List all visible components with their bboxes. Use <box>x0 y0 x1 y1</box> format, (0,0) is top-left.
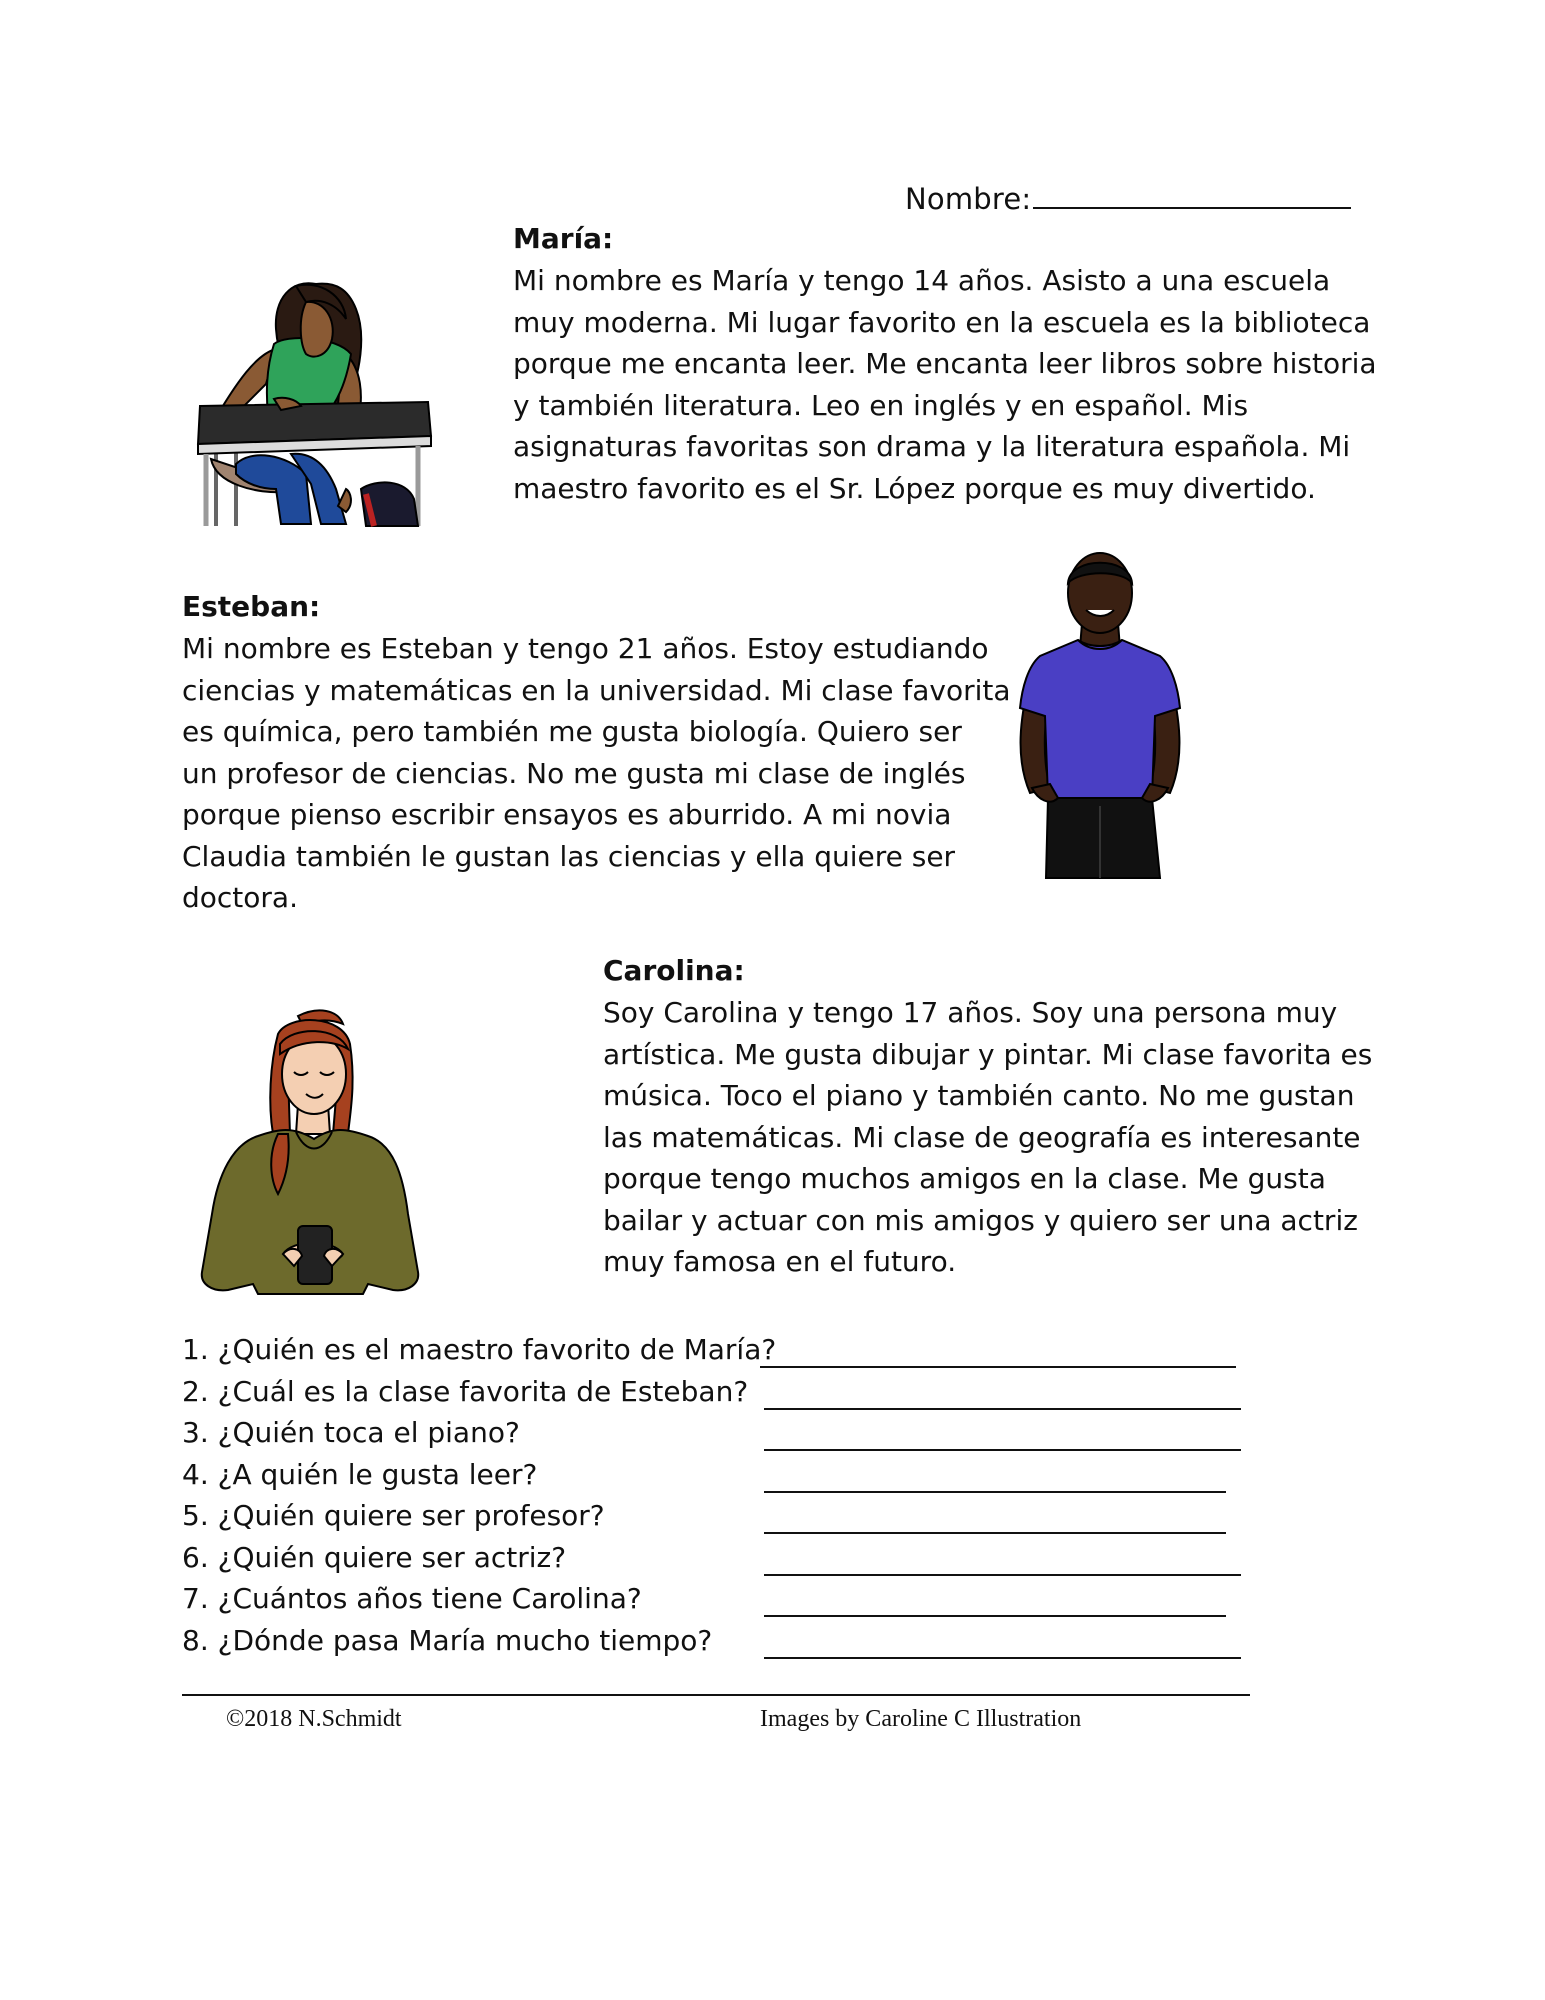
maria-paragraph <box>513 260 1377 509</box>
girl-at-desk-illustration <box>196 274 436 528</box>
paragraph-line: muy moderna. Mi lugar favorito en la escuela es la biblioteca <box>513 305 1371 339</box>
paragraph-line: Mi nombre es María y tengo 14 años. Asisto a una escuela <box>513 264 1331 297</box>
footer-divider <box>182 1694 1250 1696</box>
copyright-text: ©2018 N.Schmidt <box>226 1706 402 1732</box>
paragraph-line: música. Toco el piano y también canto. No me gustan <box>603 1079 1355 1112</box>
answer-line[interactable] <box>764 1532 1226 1534</box>
paragraph-line: es química, pero también me gusta biología. Quiero ser <box>182 715 962 748</box>
question-text: 5. ¿Quién quiere ser profesor? <box>182 1499 605 1532</box>
question-text: 6. ¿Quién quiere ser actriz? <box>182 1540 567 1574</box>
answer-line[interactable] <box>764 1408 1241 1410</box>
paragraph-line: porque tengo muchos amigos en la clase. Me gusta <box>603 1162 1326 1195</box>
paragraph-line: un profesor de ciencias. No me gusta mi clase de inglés <box>182 756 966 790</box>
girl-with-phone-illustration <box>198 1004 422 1294</box>
paragraph-line: porque me encanta leer. Me encanta leer libros sobre historia <box>513 347 1377 380</box>
paragraph-line: artística. Me gusta dibujar y pintar. Mi clase favorita es <box>603 1037 1373 1071</box>
maria-heading: María: <box>513 222 614 255</box>
carolina-paragraph <box>603 992 1372 1283</box>
carolina-heading: Carolina: <box>603 954 745 987</box>
paragraph-line: Mi nombre es Esteban y tengo 21 años. Estoy estudiando <box>182 632 989 665</box>
answer-line[interactable] <box>764 1574 1241 1576</box>
paragraph-line: muy famosa en el futuro. <box>603 1245 957 1278</box>
answer-line[interactable] <box>764 1491 1226 1493</box>
question-text: 8. ¿Dónde pasa María mucho tiempo? <box>182 1623 713 1657</box>
paragraph-line: bailar y actuar con mis amigos y quiero ser una actriz <box>603 1203 1358 1237</box>
name-label: Nombre: <box>905 182 1032 216</box>
paragraph-line: Claudia también le gustan las ciencias y ella quiere ser <box>182 839 956 873</box>
paragraph-line: Soy Carolina y tengo 17 años. Soy una persona muy <box>603 996 1338 1029</box>
paragraph-line: ciencias y matemáticas en la universidad. Mi clase favorita <box>182 673 1011 707</box>
answer-line[interactable] <box>764 1615 1226 1617</box>
paragraph-line: y también literatura. Leo en inglés y en español. Mis <box>513 388 1249 422</box>
question-text: 7. ¿Cuántos años tiene Carolina? <box>182 1582 642 1615</box>
name-field <box>905 182 1351 216</box>
answer-line[interactable] <box>760 1366 1236 1368</box>
image-credit-text: Images by Caroline C Illustration <box>760 1706 1082 1732</box>
esteban-paragraph <box>182 628 1011 919</box>
name-blank-line[interactable] <box>1033 183 1351 209</box>
paragraph-line: doctora. <box>182 881 298 914</box>
paragraph-line: maestro favorito es el Sr. López porque es muy divertido. <box>513 471 1316 505</box>
paragraph-line: las matemáticas. Mi clase de geografía es interesante <box>603 1120 1361 1154</box>
question-text: 2. ¿Cuál es la clase favorita de Esteban? <box>182 1374 749 1408</box>
question-text: 3. ¿Quién toca el piano? <box>182 1416 520 1449</box>
question-text: 4. ¿A quién le gusta leer? <box>182 1457 538 1491</box>
answer-line[interactable] <box>764 1449 1241 1451</box>
esteban-heading: Esteban: <box>182 590 321 623</box>
question-text: 1. ¿Quién es el maestro favorito de María? <box>182 1333 777 1366</box>
paragraph-line: asignaturas favoritas son drama y la literatura española. Mi <box>513 430 1351 463</box>
young-man-blue-shirt-illustration <box>1010 548 1190 878</box>
answer-line[interactable] <box>764 1657 1241 1659</box>
paragraph-line: porque pienso escribir ensayos es aburrido. A mi novia <box>182 798 952 831</box>
